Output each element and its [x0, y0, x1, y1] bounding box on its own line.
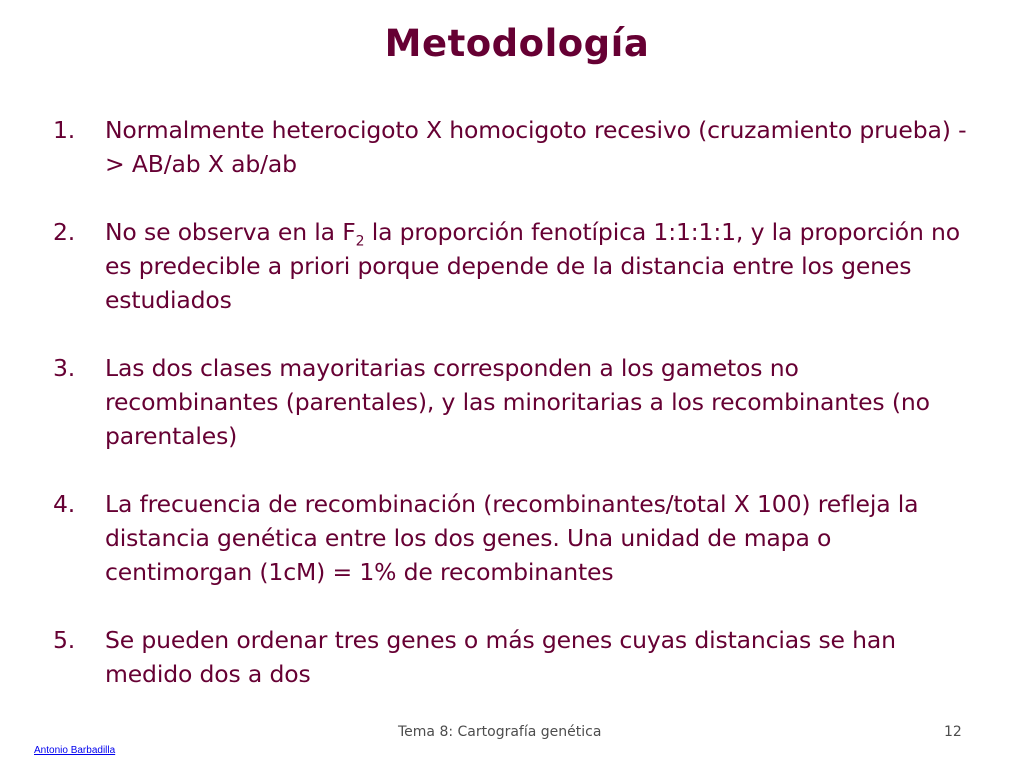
page-number: 12: [944, 724, 962, 740]
list-item-text: Normalmente heterocigoto X homocigoto recesivo (cruzamiento prueba) -> AB/ab X ab/ab: [105, 116, 967, 178]
list-item-4: [50, 487, 970, 589]
methodology-list: [50, 113, 970, 725]
list-item-text: Se pueden ordenar tres genes o más genes cuyas distancias se han medido dos a dos: [105, 626, 896, 688]
list-item-number: 2.: [53, 218, 76, 246]
list-item-3: [50, 351, 970, 453]
list-item-5: [50, 623, 970, 691]
slide-title: Metodología: [384, 22, 650, 65]
list-item-text: Las dos clases mayoritarias corresponden a los gametos no recombinantes (parentales), y las minoritarias a los recombinantes (no parentales): [105, 354, 930, 450]
list-item-2: [50, 215, 970, 317]
list-item-number: 3.: [53, 354, 76, 382]
list-item-text: La frecuencia de recombinación (recombinantes/total X 100) refleja la distancia genética entre los dos genes. Una unidad de mapa o centimorgan (1cM) = 1% de recombinantes: [105, 490, 919, 586]
list-item-text-before: No se observa en la F: [105, 218, 356, 246]
footer-topic: Tema 8: Cartografía genética: [398, 724, 602, 740]
list-item-1: [50, 113, 970, 181]
author-link[interactable]: Antonio Barbadilla: [34, 745, 116, 756]
list-item-text-after: la proporción fenotípica 1:1:1:1, y la proporción no es predecible a priori porque depende de la distancia entre los genes estudiados: [105, 218, 960, 314]
f2-subscript: 2: [355, 233, 365, 250]
list-item-number: 4.: [53, 490, 76, 518]
list-item-number: 1.: [53, 116, 76, 144]
list-item-number: 5.: [53, 626, 76, 654]
